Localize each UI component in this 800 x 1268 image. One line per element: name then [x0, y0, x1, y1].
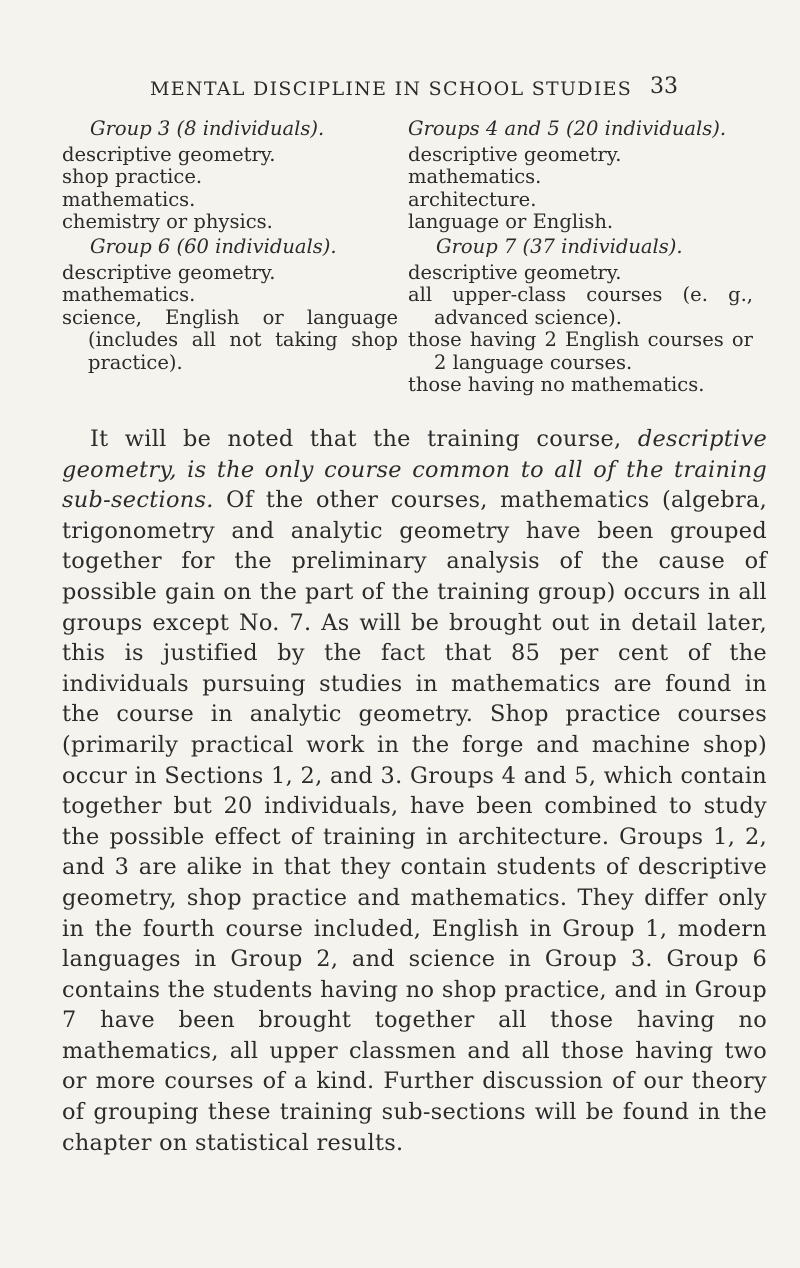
body-emphasis: descriptive geometry, is the only course common to all of the training sub-sections.: [62, 426, 768, 514]
group-7-list: [408, 236, 753, 397]
group-3-list: [62, 118, 382, 234]
group-title: Groups 4 and 5 (20 individuals).: [408, 117, 727, 140]
list-item: all upper-class courses (e. g., advanced science).: [408, 283, 753, 329]
page-number: 33: [650, 74, 678, 99]
list-item: those having no mathematics.: [408, 373, 705, 396]
list-item: science, English or language (includes all not taking shop practice).: [62, 305, 398, 374]
list-item: descriptive geometry.: [62, 142, 276, 166]
list-item: mathematics.: [62, 187, 196, 211]
list-item: descriptive geometry.: [408, 260, 622, 284]
group-6-list: [62, 236, 398, 374]
body-intro: It will be noted that the training course,: [90, 426, 622, 452]
body-paragraph: [62, 424, 767, 1158]
running-head: MENTAL DISCIPLINE IN SCHOOL STUDIES: [150, 78, 633, 100]
list-item: those having 2 English courses or 2 language courses.: [408, 328, 753, 374]
list-item: shop practice.: [62, 165, 203, 188]
list-item: architecture.: [408, 187, 537, 211]
list-item: language or English.: [408, 210, 614, 233]
body-rest: Of the other courses, mathematics (algebra, trigonometry and analytic geometry have been grouped together for the preliminary analysis of the cause of possible gain on the part of the training group) occurs in all groups except No. 7. As will be brought out in detail later, this is justified by the fact that 85 per cent of the individuals pursuing studies in mathematics are found in the course in analytic geometry. Shop practice courses (primarily practical work in the forge and machine shop) occur in Sections 1, 2, and 3. Groups 4 and 5, which contain together but 20 individuals, have been combined to study the possible effect of training in architecture. Groups 1, 2, and 3 are alike in that they contain students of descriptive geometry, shop practice and mathematics. They differ only in the fourth course included, English in Group 1, modern languages in Group 2, and science in Group 3. Group 6 contains the students having no shop practice, and in Group 7 have been brought together all those having no mathematics, all upper classmen and all those having two or more courses of a kind. Further discussion of our theory of grouping these training sub-sections will be found in the chapter on statistical results.: [62, 487, 768, 1156]
group-title: Group 6 (60 individuals).: [90, 235, 337, 258]
list-item: descriptive geometry.: [62, 260, 276, 284]
group-title: Group 3 (8 individuals).: [90, 117, 325, 140]
groups-4-5-list: [408, 118, 753, 234]
list-item: chemistry or physics.: [62, 210, 273, 233]
list-item: mathematics.: [408, 165, 542, 188]
group-title: Group 7 (37 individuals).: [436, 235, 683, 258]
list-item: descriptive geometry.: [408, 142, 622, 166]
list-item: mathematics.: [62, 283, 196, 306]
